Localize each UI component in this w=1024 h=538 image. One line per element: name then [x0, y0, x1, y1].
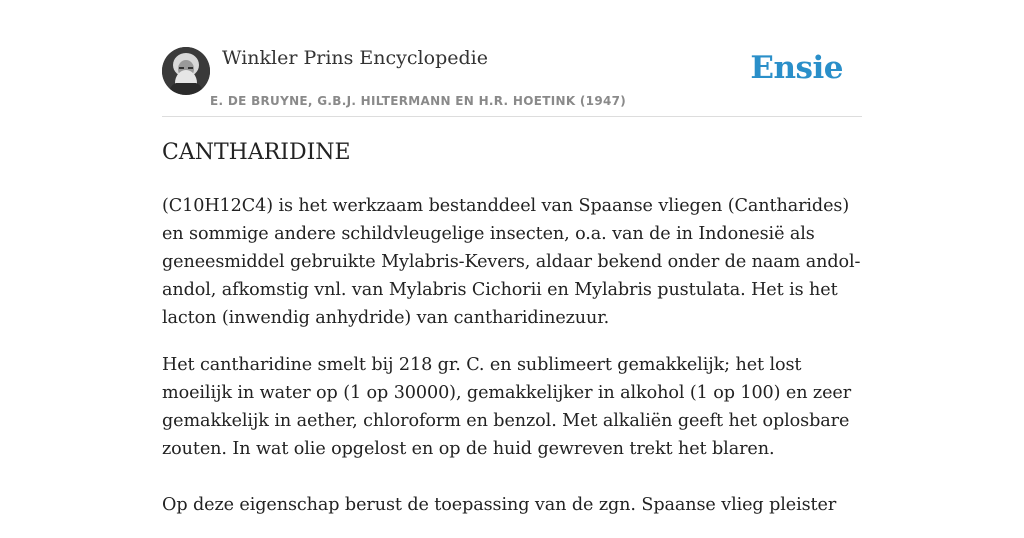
article-paragraph: Het cantharidine smelt bij 218 gr. C. en sublimeert gemakkelijk; het lost moeilijk in water op (1 op 30000), gemakkelijker in alkohol (1 op 100) en zeer gemakkelijk in aether, chloroform en benzol. Met alkaliën geeft het oplosbare zouten. In wat olie opgelost en op de huid gewreven trekt het blaren.	[162, 355, 852, 459]
author-avatar[interactable]	[162, 47, 210, 95]
ensie-logo[interactable]: Ensie	[750, 50, 843, 86]
article-paragraph: (C10H12C4) is het werkzaam bestanddeel van Spaanse vliegen (Cantharides) en sommige andere schildvleugelige insecten, o.a. van de in Indonesië als geneesmiddel gebruikte Mylabris-Kevers, aldaar bekend onder de naam andol-andol, afkomstig vnl. van Mylabris Cichorii en Mylabris pustulata. Het is het lacton (inwendig anhydride) van cantharidinezuur.	[162, 196, 861, 328]
article-title: CANTHARIDINE	[162, 140, 351, 165]
article-paragraph: Op deze eigenschap berust de toepassing van de zgn. Spaanse vlieg pleister	[162, 495, 837, 515]
publication-authors: E. DE BRUYNE, G.B.J. HILTERMANN EN H.R. HOETINK (1947)	[210, 94, 627, 108]
publication-title[interactable]: Winkler Prins Encyclopedie	[222, 47, 488, 69]
portrait-image	[162, 47, 210, 95]
article-body	[162, 192, 864, 538]
site-header	[162, 40, 862, 117]
